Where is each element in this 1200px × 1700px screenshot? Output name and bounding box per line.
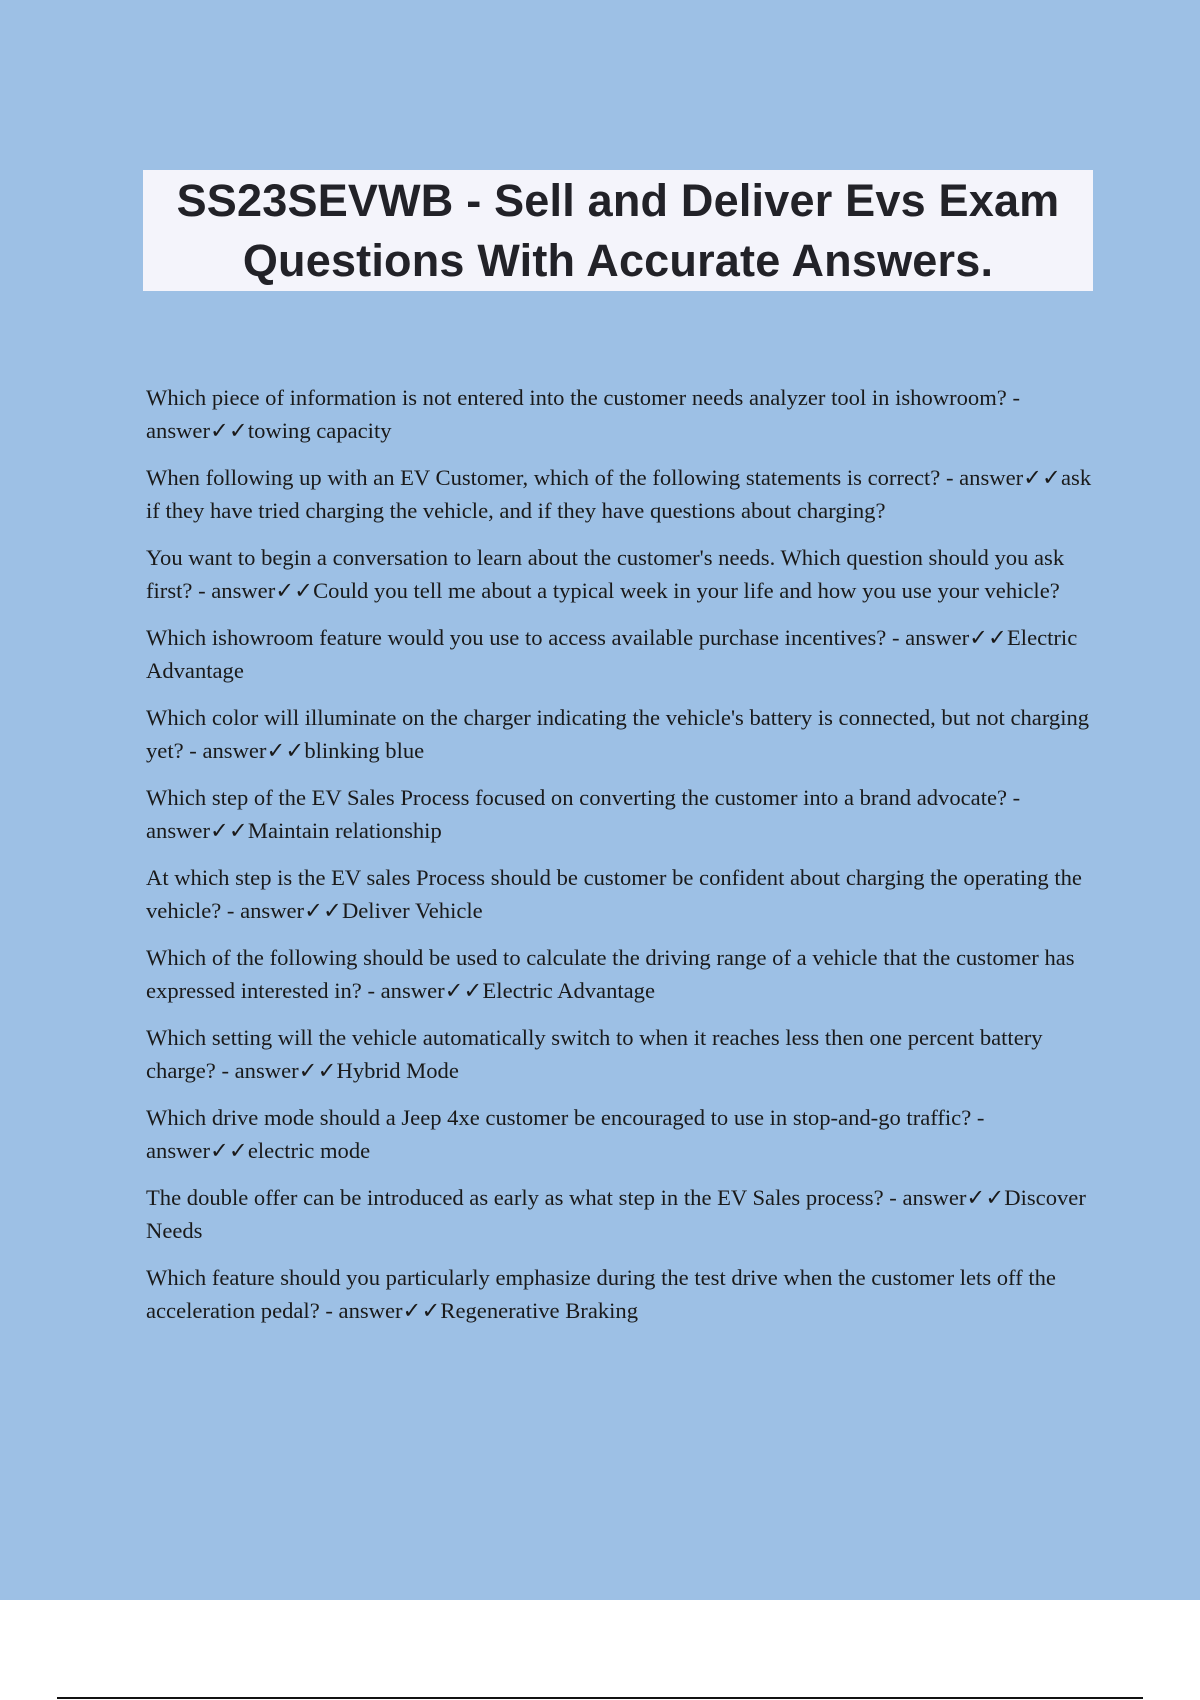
answer-text: towing capacity xyxy=(247,418,392,443)
answer-text: blinking blue xyxy=(304,738,425,763)
qa-item xyxy=(146,621,1096,687)
answer-marker: answer✓✓ xyxy=(146,418,248,443)
qa-item xyxy=(146,1261,1096,1327)
answer-marker: answer✓✓ xyxy=(146,1138,248,1163)
qa-item xyxy=(146,861,1096,927)
question-text: Which drive mode should a Jeep 4xe customer be encouraged to use in stop-and-go traffic? - xyxy=(146,1105,985,1130)
question-text: Which setting will the vehicle automatically switch to when it reaches less then one percent battery charge? - xyxy=(146,1025,1043,1083)
question-text: Which step of the EV Sales Process focused on converting the customer into a brand advocate? - xyxy=(146,785,1021,810)
answer-text: Electric Advantage xyxy=(146,625,1078,683)
qa-item xyxy=(146,941,1096,1007)
answer-text: electric mode xyxy=(247,1138,371,1163)
qa-item xyxy=(146,781,1096,847)
answer-text: Could you tell me about a typical week in your life and how you use your vehicle? xyxy=(313,578,1060,603)
answer-marker: answer✓✓ xyxy=(234,1058,337,1083)
question-text: The double offer can be introduced as early as what step in the EV Sales process? - xyxy=(146,1185,903,1210)
answer-text: ask if they have tried charging the vehicle, and if they have questions about charging? xyxy=(146,465,1092,523)
question-text: Which color will illuminate on the charger indicating the vehicle's battery is connected, but not charging yet? - xyxy=(146,705,1090,763)
qa-item xyxy=(146,541,1096,607)
qa-item xyxy=(146,1101,1096,1167)
answer-marker: answer✓✓ xyxy=(959,465,1061,490)
qa-item xyxy=(146,1021,1096,1087)
question-text: Which of the following should be used to calculate the driving range of a vehicle that the customer has expressed interested in? - xyxy=(146,945,1075,1003)
answer-marker: answer✓✓ xyxy=(202,738,305,763)
answer-text: Hybrid Mode xyxy=(336,1058,459,1083)
answer-marker: answer✓✓ xyxy=(240,898,342,923)
answer-text: Maintain relationship xyxy=(247,818,442,843)
answer-marker: answer✓✓ xyxy=(211,578,314,603)
qa-item xyxy=(146,381,1096,447)
question-text: At which step is the EV sales Process should be customer be confident about charging the operating the vehicle? - xyxy=(146,865,1082,923)
question-text: Which piece of information is not entered into the customer needs analyzer tool in ishowroom? - xyxy=(146,385,1020,410)
footer-divider xyxy=(57,1697,1143,1699)
answer-text: Regenerative Braking xyxy=(440,1298,639,1323)
answer-marker: answer✓✓ xyxy=(380,978,483,1003)
qa-item xyxy=(146,701,1096,767)
question-text: Which ishowroom feature would you use to access available purchase incentives? - xyxy=(146,625,906,650)
answer-text: Electric Advantage xyxy=(482,978,656,1003)
title-box xyxy=(143,170,1093,291)
answer-marker: answer✓✓ xyxy=(338,1298,441,1323)
qa-item xyxy=(146,1181,1096,1247)
question-text: When following up with an EV Customer, which of the following statements is correct? - xyxy=(146,465,960,490)
answer-text: Discover Needs xyxy=(146,1185,1086,1243)
answer-text: Deliver Vehicle xyxy=(341,898,483,923)
document-title: SS23SEVWB - Sell and Deliver Evs Exam Questions With Accurate Answers. xyxy=(176,174,1060,286)
question-text: Which feature should you particularly emphasize during the test drive when the customer lets off the acceleration pedal? - xyxy=(146,1265,1056,1323)
question-text: You want to begin a conversation to learn about the customer's needs. Which question should you ask first? - xyxy=(146,545,1065,603)
answer-marker: answer✓✓ xyxy=(902,1185,1005,1210)
qa-list xyxy=(146,381,1096,1341)
qa-item xyxy=(146,461,1096,527)
answer-marker: answer✓✓ xyxy=(146,818,248,843)
answer-marker: answer✓✓ xyxy=(905,625,1007,650)
